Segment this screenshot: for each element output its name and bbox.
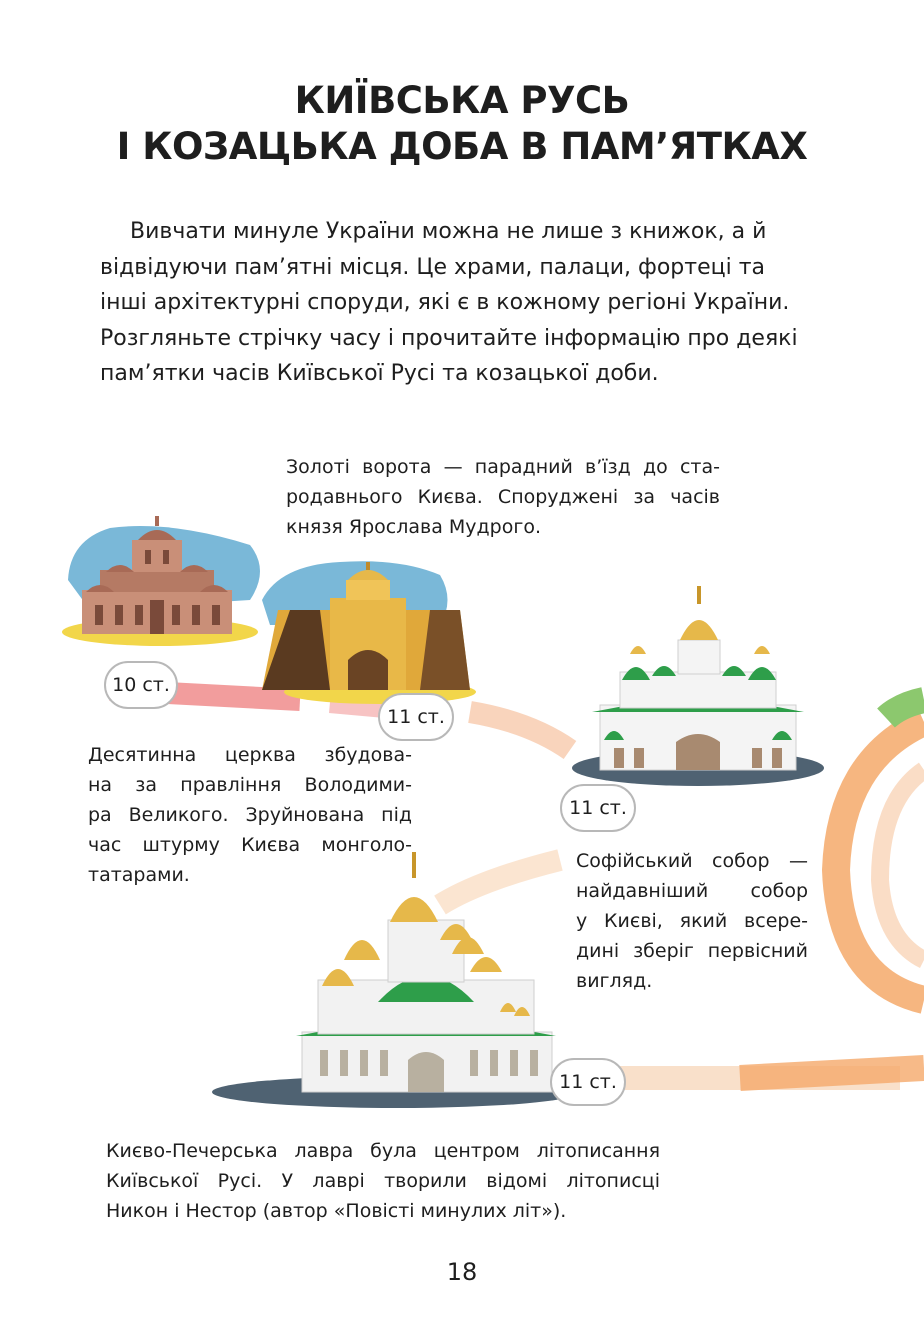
tithe-church-illustration bbox=[62, 516, 260, 646]
century-badge-tithe-church: 10 ст. bbox=[104, 661, 178, 709]
caption-line: вигляд. bbox=[576, 970, 653, 992]
intro-line: Вивчати минуле України можна не лише з книжок, а й bbox=[130, 219, 767, 244]
intro-line: Розгляньте стрічку часу і прочитайте інформацію про деякі bbox=[100, 325, 798, 351]
caption-line: на за правління Володими- bbox=[88, 774, 412, 796]
page-title-line-1: КИЇВСЬКА РУСЬ bbox=[294, 79, 630, 122]
caption-line: дині зберіг первісний bbox=[576, 940, 808, 962]
century-badge-sophia: 11 ст. bbox=[560, 784, 636, 832]
caption-line: час штурму Києва монголо- bbox=[88, 834, 412, 856]
caption-line: татарами. bbox=[88, 864, 190, 886]
caption-line: Никон і Нестор (автор «Повісті минулих літ»). bbox=[106, 1200, 567, 1222]
caption-line: князя Ярослава Мудрого. bbox=[286, 516, 542, 538]
caption-line: у Києві, який всере- bbox=[576, 910, 808, 932]
sophia-caption bbox=[576, 846, 808, 996]
page-title bbox=[0, 78, 924, 170]
lavra-illustration bbox=[212, 852, 580, 1108]
caption-line: ра Великого. Зруйнована під bbox=[88, 804, 412, 826]
golden-gate-caption bbox=[286, 452, 720, 542]
caption-line: родавнього Києва. Споруджені за часів bbox=[286, 486, 720, 508]
page-title-line-2: І КОЗАЦЬКА ДОБА В ПАМ’ЯТКАХ bbox=[116, 125, 808, 168]
caption-line: Софійський собор — bbox=[576, 850, 808, 872]
caption-line: Київської Русі. У лаврі творили відомі літописці bbox=[106, 1170, 660, 1192]
golden-gate-illustration bbox=[262, 561, 476, 704]
tithe-church-caption bbox=[88, 740, 412, 890]
lavra-caption bbox=[106, 1136, 660, 1226]
intro-paragraph bbox=[100, 214, 828, 392]
intro-line: пам’ятки часів Київської Русі та козацької доби. bbox=[100, 361, 659, 386]
caption-line: найдавніший собор bbox=[576, 880, 808, 902]
sophia-cathedral-illustration bbox=[572, 586, 824, 786]
caption-line: Десятинна церква збудова- bbox=[88, 744, 412, 766]
century-badge-lavra: 11 ст. bbox=[550, 1058, 626, 1106]
intro-line: відвідуючи пам’ятні місця. Це храми, палаци, фортеці та bbox=[100, 254, 765, 280]
intro-line: інші архітектурні споруди, які є в кожному регіоні України. bbox=[100, 290, 790, 315]
century-badge-golden-gate: 11 ст. bbox=[378, 693, 454, 741]
caption-line: Києво-Печерська лавра була центром літописання bbox=[106, 1140, 660, 1162]
caption-line: Золоті ворота — парадний в’їзд до ста- bbox=[286, 456, 720, 478]
page-number: 18 bbox=[446, 1258, 478, 1286]
